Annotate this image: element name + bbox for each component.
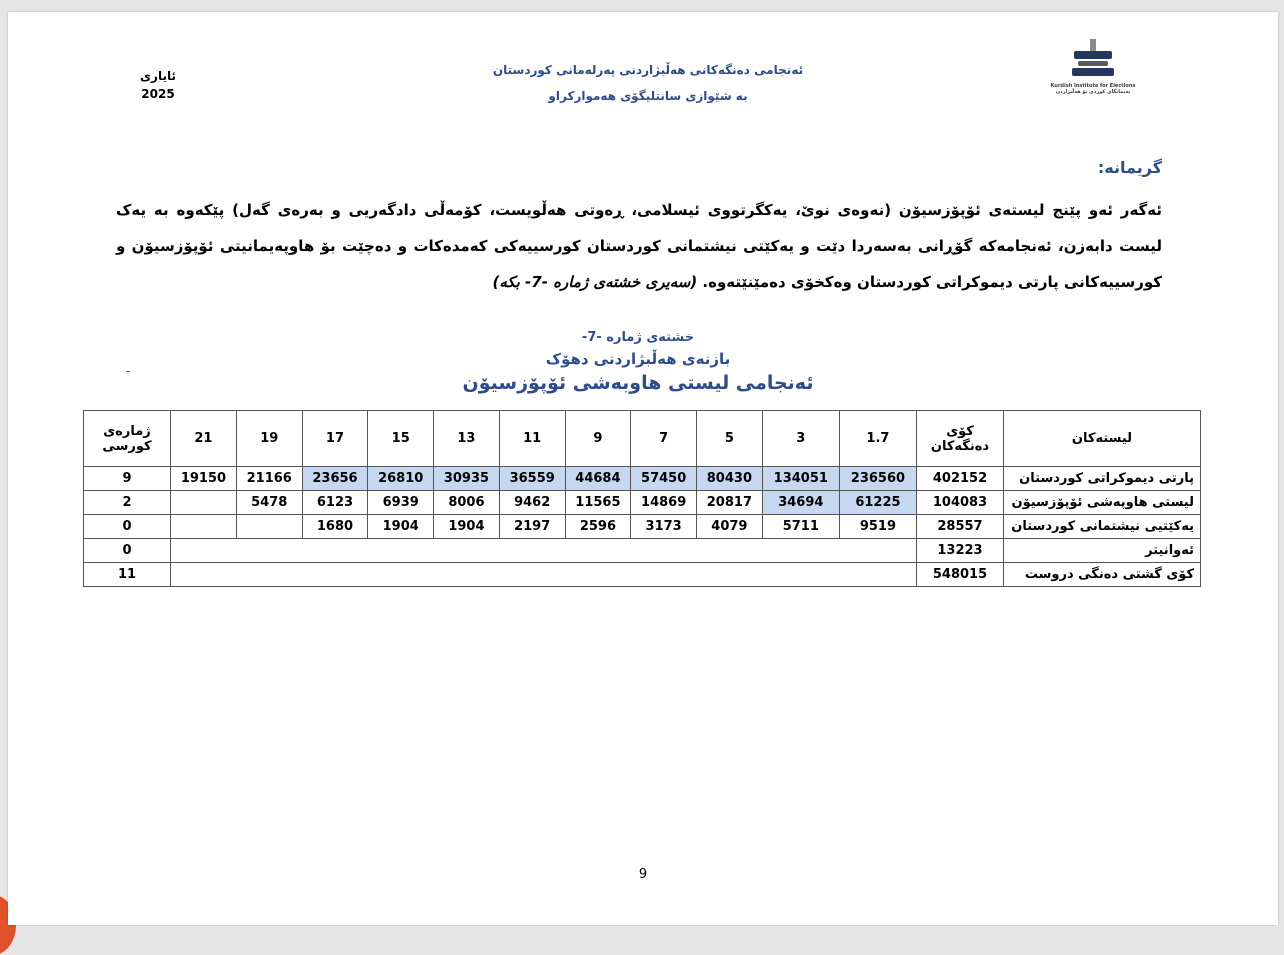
page-number: 9	[638, 867, 648, 882]
header-title-line1: ئەنجامی دەنگەکانی هەڵبژاردنی پەرلەمانی کوردستان	[492, 63, 804, 77]
table-cell: 548015	[917, 563, 1004, 587]
table-row-others	[84, 539, 1201, 563]
table-cell: 134051	[762, 467, 839, 491]
table-cell: 402152	[917, 467, 1004, 491]
table-cell: 5478	[236, 491, 302, 515]
table-cell: یەکێتیی نیشتمانی کوردستان	[1004, 515, 1201, 539]
table-cell: 1904	[434, 515, 500, 539]
ballot-box-icon	[1068, 37, 1118, 83]
table-cell: 11565	[565, 491, 631, 515]
table-header-cell: 9	[565, 411, 631, 467]
note-title: گریمانە:	[1097, 158, 1162, 177]
table-title: ئەنجامی لیستی هاوبەشی ئۆپۆزسیۆن	[462, 372, 814, 394]
institute-logo	[1048, 37, 1138, 107]
table-header-cell: 13	[434, 411, 500, 467]
table-body	[84, 467, 1201, 587]
table-cell: 8006	[434, 491, 500, 515]
table-cell: 104083	[917, 491, 1004, 515]
table-header-cell: 17	[302, 411, 368, 467]
table-header-cell: 7	[631, 411, 697, 467]
table-cell: 20817	[697, 491, 763, 515]
table-row	[84, 515, 1201, 539]
table-cell: 1680	[302, 515, 368, 539]
table-header-row	[84, 411, 1201, 467]
table-cell	[171, 491, 237, 515]
table-cell	[171, 515, 237, 539]
table-cell: 44684	[565, 467, 631, 491]
table-cell	[236, 515, 302, 539]
note-table-reference: (سەیری خشتەی ژمارە -7- بکە)	[492, 273, 698, 291]
table-cell: پارتی دیموکراتی کوردستان	[1004, 467, 1201, 491]
document-page	[8, 12, 1278, 925]
table-header-cell: 3	[762, 411, 839, 467]
table-cell: 57450	[631, 467, 697, 491]
table-cell: 11	[84, 563, 171, 587]
table-cell: 2	[84, 491, 171, 515]
table-cell: 1904	[368, 515, 434, 539]
table-cell: 21166	[236, 467, 302, 491]
note-paragraph	[116, 192, 1162, 300]
logo-text-ku: پەیمانگای کوردی بۆ هەڵبژاردن	[1055, 89, 1131, 95]
date-month: ئایاری	[140, 69, 176, 83]
table-row	[84, 491, 1201, 515]
header-title-line2: بە شێوازی سانتلیگۆی هەموارکراو	[548, 89, 748, 103]
table-cell: 5711	[762, 515, 839, 539]
table-header-cell: 11	[499, 411, 565, 467]
table-row-valid	[84, 563, 1201, 587]
table-header-cell: ژمارەی کورسی	[84, 411, 171, 467]
logo-text-en: Kurdish Institute for Elections	[1050, 83, 1136, 89]
table-header-cell: کۆی دەنگەکان	[917, 411, 1004, 467]
table-cell: ئەوانیتر	[1004, 539, 1201, 563]
table-cell: 0	[84, 539, 171, 563]
table-cell: کۆی گشتی دەنگی دروست	[1004, 563, 1201, 587]
table-header-cell: 15	[368, 411, 434, 467]
table-cell: 9462	[499, 491, 565, 515]
table-header-cell: 5	[697, 411, 763, 467]
caption-dash: -	[126, 364, 131, 378]
table-district: بازنەی هەڵبژاردنی دهۆک	[545, 350, 731, 368]
table-header-cell: لیستەکان	[1004, 411, 1201, 467]
table-cell: 6123	[302, 491, 368, 515]
table-cell: 4079	[697, 515, 763, 539]
table-cell: 14869	[631, 491, 697, 515]
table-cell: 34694	[762, 491, 839, 515]
table-header-cell: 1.7	[839, 411, 916, 467]
table-cell: لیستی هاوپەشی ئۆپۆزسیۆن	[1004, 491, 1201, 515]
table-cell: 0	[84, 515, 171, 539]
table-cell: 236560	[839, 467, 916, 491]
table-header-cell: 21	[171, 411, 237, 467]
table-cell: 26810	[368, 467, 434, 491]
table-cell: 3173	[631, 515, 697, 539]
table-cell: 61225	[839, 491, 916, 515]
table-cell: 9	[84, 467, 171, 491]
table-cell: 28557	[917, 515, 1004, 539]
header-title	[388, 60, 908, 106]
table-cell: 2197	[499, 515, 565, 539]
table-cell: 80430	[697, 467, 763, 491]
date-year: 2025	[141, 87, 175, 101]
table-number: خشتەی ژمارە -7-	[581, 330, 695, 345]
header-date	[118, 67, 198, 103]
table-cell: 23656	[302, 467, 368, 491]
table-cell-empty	[171, 539, 917, 563]
table-cell: 36559	[499, 467, 565, 491]
table-cell: 30935	[434, 467, 500, 491]
table-cell: 13223	[917, 539, 1004, 563]
table-cell: 19150	[171, 467, 237, 491]
note-body: ئەگەر ئەو پێنج لیستەی ئۆپۆزسیۆن (نەوەی نوێ، یەکگرتووی ئیسلامی، ڕەوتی هەڵویست، کۆمەڵی دادگەریی و بەرەی گەل) پێکەوە بە یەک لیست دابەزن، ئەنجامەکە گۆڕانی بەسەردا دێت و یەکێتی نیشتمانی کوردستان کورسییەکی کەمدەکات و دەچێت بۆ هاوپەیمانیتی ئۆپۆزسیۆن و کورسییەکانی پارتی دیموکراتی کوردستان وەکخۆی دەمێنێتەوە.	[116, 201, 1162, 291]
table-cell: 2596	[565, 515, 631, 539]
table-row	[84, 467, 1201, 491]
table-cell: 9519	[839, 515, 916, 539]
table-cell: 6939	[368, 491, 434, 515]
results-table	[83, 410, 1201, 587]
table-cell-empty	[171, 563, 917, 587]
table-header-cell: 19	[236, 411, 302, 467]
